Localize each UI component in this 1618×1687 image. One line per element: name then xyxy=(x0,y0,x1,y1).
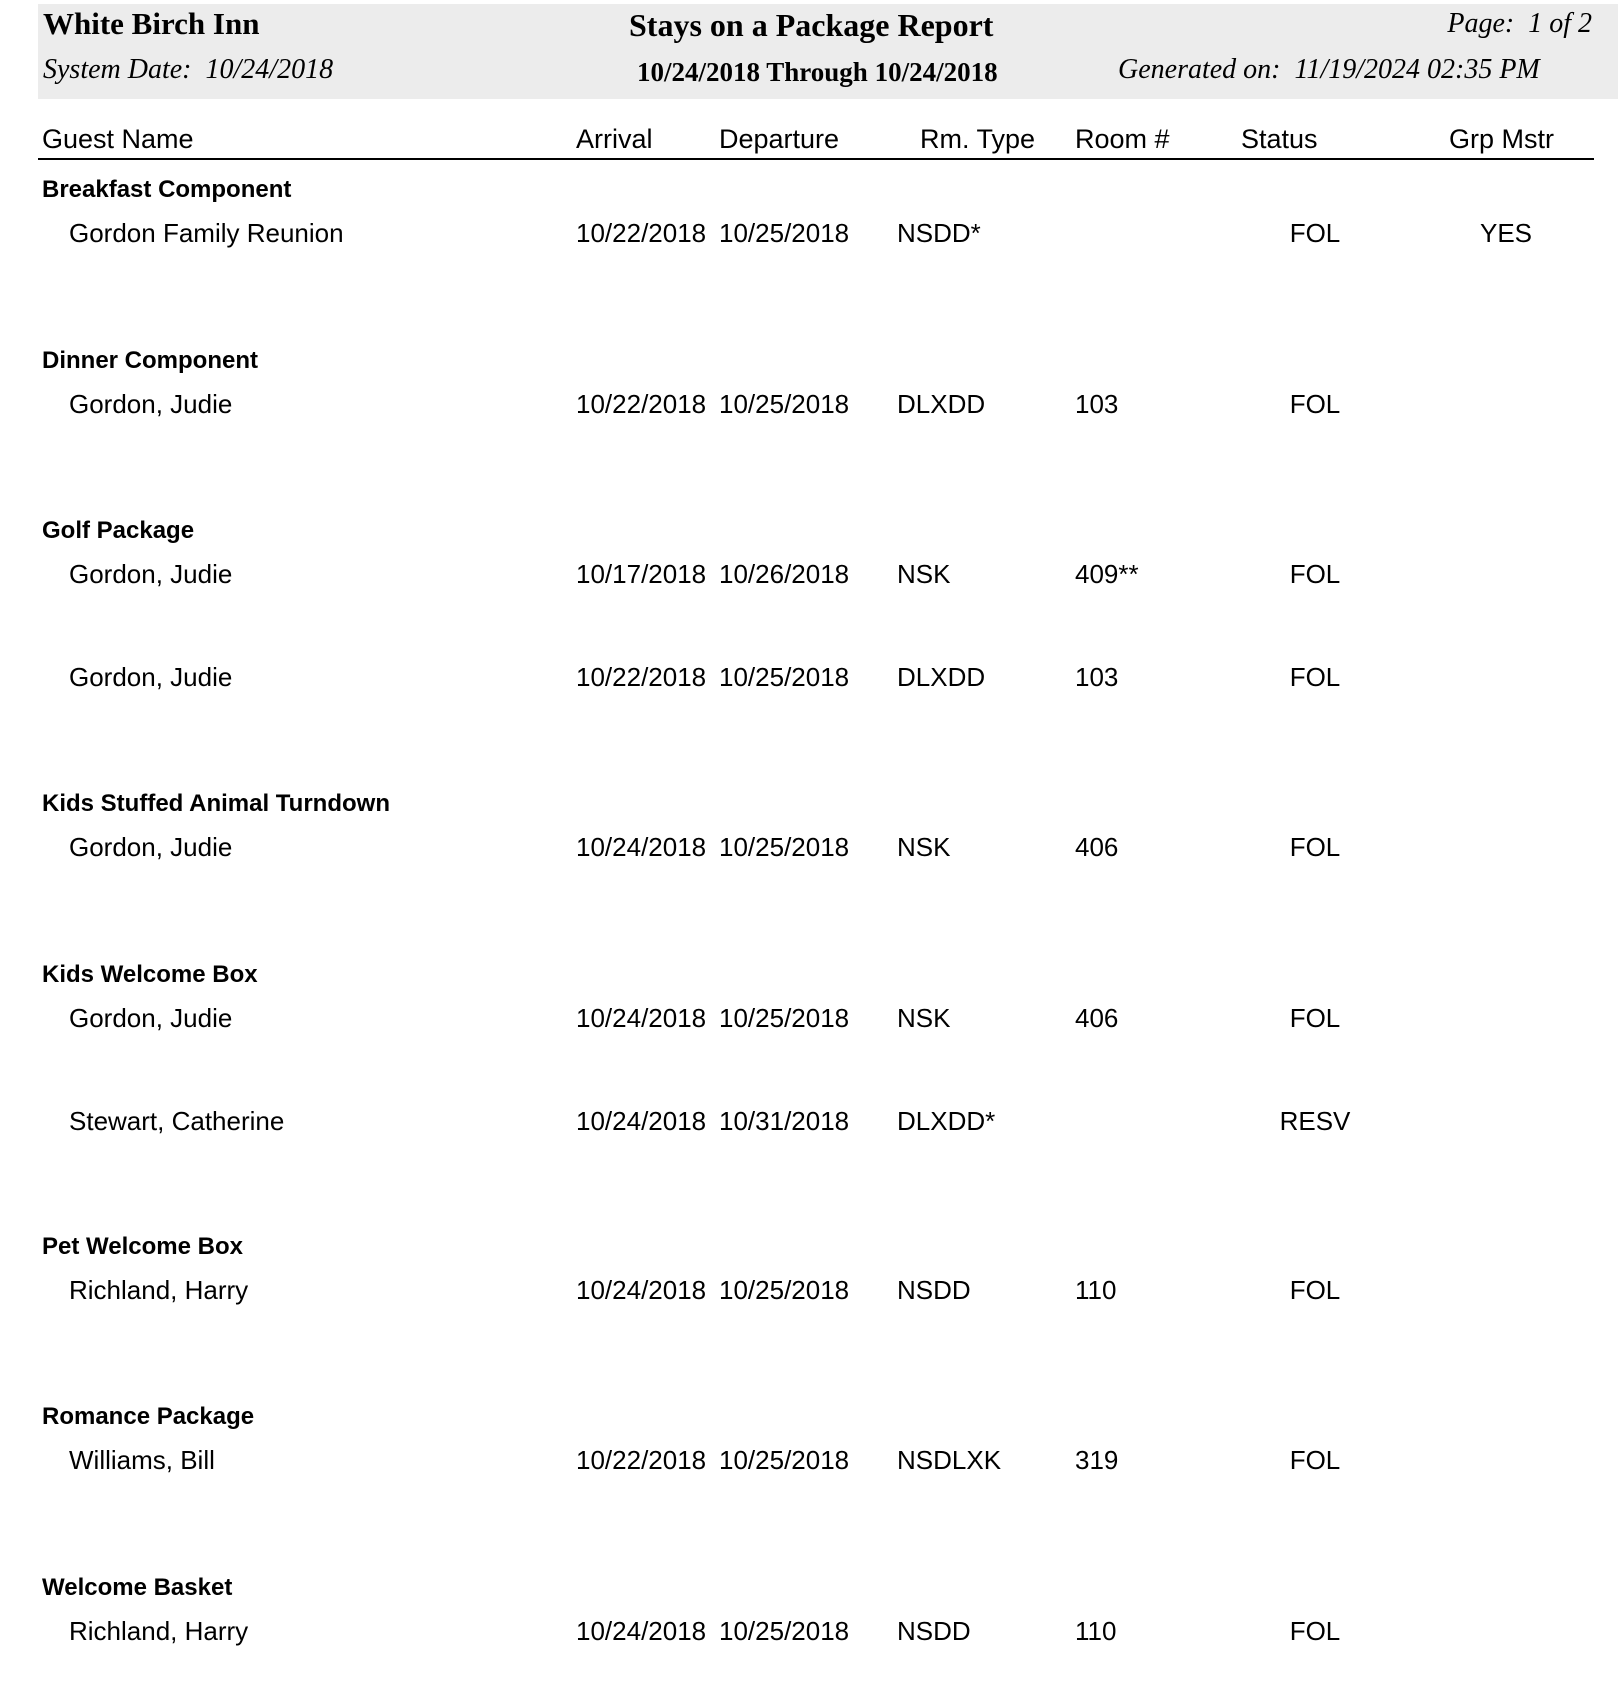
generated-value: 11/19/2024 02:35 PM xyxy=(1294,54,1540,85)
table-row xyxy=(0,1003,1618,1037)
guest-name-cell: Gordon Family Reunion xyxy=(69,218,344,248)
table-row xyxy=(0,1616,1618,1650)
departure-cell: 10/25/2018 xyxy=(719,389,850,419)
property-name: White Birch Inn xyxy=(43,6,260,41)
status-cell: RESV xyxy=(1279,1106,1351,1136)
page-label: Page: xyxy=(1447,8,1515,39)
system-date-label: System Date: xyxy=(43,54,192,85)
guest-name-cell: Gordon, Judie xyxy=(69,559,233,589)
departure-cell: 10/25/2018 xyxy=(719,1275,850,1305)
departure-cell: 10/31/2018 xyxy=(719,1106,850,1136)
room-type-cell: DLXDD xyxy=(897,662,986,692)
guest-name-cell: Williams, Bill xyxy=(69,1445,215,1475)
arrival-cell: 10/22/2018 xyxy=(576,218,707,248)
room-type-cell: NSDD* xyxy=(897,218,981,248)
room-number-cell: 406 xyxy=(1075,1003,1119,1033)
status-cell: FOL xyxy=(1289,1616,1341,1646)
table-row xyxy=(0,1106,1618,1140)
column-header-departure: Departure xyxy=(719,124,840,154)
status-cell: FOL xyxy=(1289,1445,1341,1475)
room-type-cell: NSK xyxy=(897,559,951,589)
departure-cell: 10/26/2018 xyxy=(719,559,850,589)
departure-cell: 10/25/2018 xyxy=(719,1445,850,1475)
group-master-cell: YES xyxy=(1479,218,1533,248)
arrival-cell: 10/22/2018 xyxy=(576,662,707,692)
column-header-status: Status xyxy=(1241,124,1318,154)
room-number-cell: 319 xyxy=(1075,1445,1119,1475)
package-title: Romance Package xyxy=(42,1403,255,1430)
page-value: 1 of 2 xyxy=(1528,8,1592,39)
departure-cell: 10/25/2018 xyxy=(719,218,850,248)
arrival-cell: 10/24/2018 xyxy=(576,1275,707,1305)
room-number-cell: 103 xyxy=(1075,389,1119,419)
room-type-cell: NSDD xyxy=(897,1275,971,1305)
date-range: 10/24/2018 Through 10/24/2018 xyxy=(637,57,998,87)
table-row xyxy=(0,662,1618,696)
room-number-cell: 406 xyxy=(1075,832,1119,862)
guest-name-cell: Richland, Harry xyxy=(69,1616,249,1646)
package-title: Kids Stuffed Animal Turndown xyxy=(42,790,390,817)
room-type-cell: NSDLXK xyxy=(897,1445,1002,1475)
column-header-guest-name: Guest Name xyxy=(42,124,194,154)
guest-name-cell: Stewart, Catherine xyxy=(69,1106,285,1136)
status-cell: FOL xyxy=(1289,662,1341,692)
room-type-cell: NSDD xyxy=(897,1616,971,1646)
arrival-cell: 10/24/2018 xyxy=(576,1003,707,1033)
package-title: Pet Welcome Box xyxy=(42,1233,243,1260)
system-date-value: 10/24/2018 xyxy=(205,54,334,85)
arrival-cell: 10/24/2018 xyxy=(576,832,707,862)
table-row xyxy=(0,559,1618,593)
guest-name-cell: Gordon, Judie xyxy=(69,1003,233,1033)
room-number-cell: 103 xyxy=(1075,662,1119,692)
report-title: Stays on a Package Report xyxy=(629,7,994,43)
departure-cell: 10/25/2018 xyxy=(719,1003,850,1033)
guest-name-cell: Gordon, Judie xyxy=(69,662,233,692)
package-title: Dinner Component xyxy=(42,347,258,374)
arrival-cell: 10/24/2018 xyxy=(576,1106,707,1136)
status-cell: FOL xyxy=(1289,218,1341,248)
table-row xyxy=(0,389,1618,423)
departure-cell: 10/25/2018 xyxy=(719,1616,850,1646)
status-cell: FOL xyxy=(1289,832,1341,862)
status-cell: FOL xyxy=(1289,1275,1341,1305)
package-title: Breakfast Component xyxy=(42,176,292,203)
status-cell: FOL xyxy=(1289,1003,1341,1033)
arrival-cell: 10/22/2018 xyxy=(576,1445,707,1475)
room-type-cell: NSK xyxy=(897,832,951,862)
package-title: Welcome Basket xyxy=(42,1574,233,1601)
status-cell: FOL xyxy=(1289,389,1341,419)
room-type-cell: NSK xyxy=(897,1003,951,1033)
arrival-cell: 10/17/2018 xyxy=(576,559,707,589)
column-header-room-number: Room # xyxy=(1075,124,1170,154)
room-number-cell: 110 xyxy=(1075,1616,1117,1646)
guest-name-cell: Gordon, Judie xyxy=(69,389,233,419)
status-cell: FOL xyxy=(1289,559,1341,589)
table-row xyxy=(0,1445,1618,1479)
guest-name-cell: Richland, Harry xyxy=(69,1275,249,1305)
column-header-room-type: Rm. Type xyxy=(920,124,1036,154)
room-number-cell: 409** xyxy=(1075,559,1139,589)
table-row xyxy=(0,218,1618,252)
table-row xyxy=(0,1275,1618,1309)
departure-cell: 10/25/2018 xyxy=(719,832,850,862)
arrival-cell: 10/22/2018 xyxy=(576,389,707,419)
room-type-cell: DLXDD xyxy=(897,389,986,419)
arrival-cell: 10/24/2018 xyxy=(576,1616,707,1646)
package-title: Kids Welcome Box xyxy=(42,961,258,988)
room-type-cell: DLXDD* xyxy=(897,1106,996,1136)
table-row xyxy=(0,832,1618,866)
column-header-arrival: Arrival xyxy=(576,124,653,154)
column-header-group-master: Grp Mstr xyxy=(1449,124,1554,154)
package-title: Golf Package xyxy=(42,517,195,544)
room-number-cell: 110 xyxy=(1075,1275,1117,1305)
generated-label: Generated on: xyxy=(1118,54,1281,85)
guest-name-cell: Gordon, Judie xyxy=(69,832,233,862)
departure-cell: 10/25/2018 xyxy=(719,662,850,692)
